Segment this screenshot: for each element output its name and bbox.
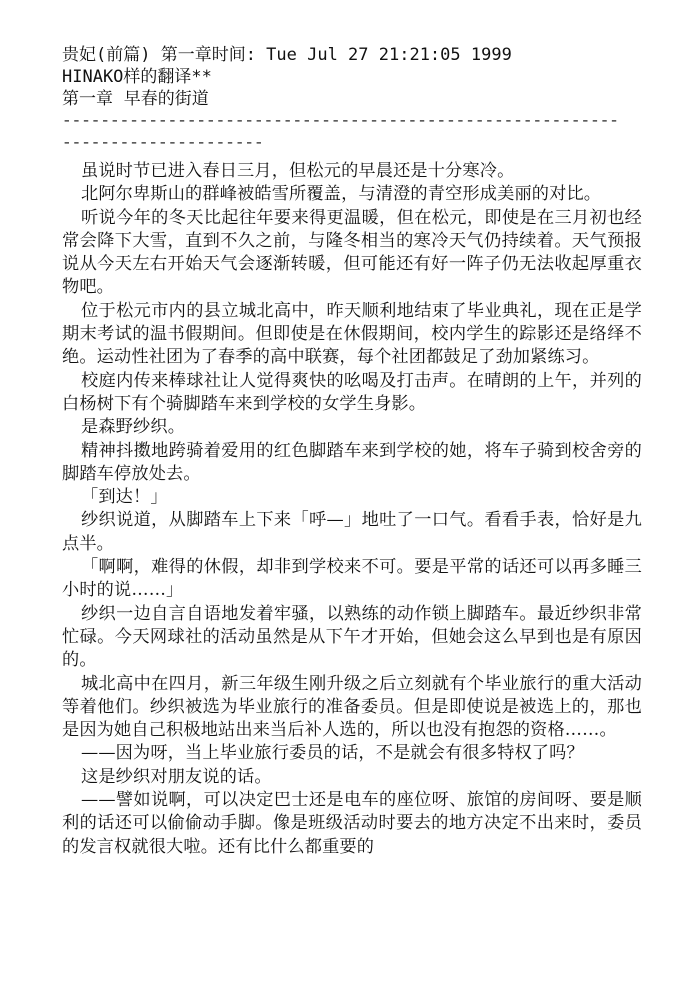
- paragraph: 校庭内传来棒球社让人觉得爽快的吆喝及打击声。在晴朗的上午，并列的白杨树下有个骑脚踏车来到学校的女学生身影。: [62, 370, 642, 414]
- title-line: 贵妃(前篇) 第一章时间: Tue Jul 27 21:21:05 1999: [62, 45, 512, 65]
- paragraph: 精神抖擞地跨骑着爱用的红色脚踏车来到学校的她，将车子骑到校舍旁的脚踏车停放处去。: [62, 440, 642, 484]
- paragraph: 虽说时节已进入春日三月，但松元的早晨还是十分寒冷。: [81, 161, 515, 181]
- paragraph: 纱织说道，从脚踏车上下来「呼—」地吐了一口气。看看手表，恰好是九点半。: [62, 510, 642, 554]
- paragraph: 「啊啊，难得的休假，却非到学校来不可。要是平常的话还可以再多睡三小时的说……」: [62, 557, 642, 601]
- chapter-body: [62, 160, 642, 859]
- separator-rule-continued: ---------------------: [62, 134, 264, 152]
- chapter-heading: 第一章 早春的街道: [62, 89, 209, 109]
- paragraph: 纱织一边自言自语地发着牢骚，以熟练的动作锁上脚踏车。最近纱织非常忙碌。今天网球社的活动虽然是从下午才开始，但她会这么早到也是有原因的。: [62, 603, 642, 671]
- paragraph: 北阿尔卑斯山的群峰被皓雪所覆盖，与清澄的青空形成美丽的对比。: [81, 184, 602, 205]
- paragraph: 城北高中在四月，新三年级生刚升级之后立刻就有个毕业旅行的重大活动等着他们。纱织被选为毕业旅行的准备委员。但是即使说是被选上的，那也是因为她自己积极地站出来当后补人选的，所以也没有抱怨的资格……。: [62, 673, 642, 741]
- paragraph: 「到达！」: [81, 487, 168, 508]
- paragraph: 位于松元市内的县立城北高中，昨天顺利地结束了毕业典礼，现在正是学期末考试的温书假期间。但即使是在休假期间，校内学生的踪影还是络绎不绝。运动性社团为了春季的高中联赛，每个社团都鼓足了劲加紧练习。: [62, 300, 642, 368]
- separator-rule: ----------------------------------------------------------: [62, 112, 619, 130]
- paragraph: 是森野纱织。: [81, 417, 186, 438]
- paragraph: 这是纱织对朋友说的话。: [81, 766, 272, 787]
- paragraph: ——譬如说啊，可以决定巴士还是电车的座位呀、旅馆的房间呀、要是顺利的话还可以偷偷动手脚。像是班级活动时要去的地方决定不出来时，委员的发言权就很大啦。还有比什么都重要的: [62, 790, 642, 857]
- translator-line: HINAKO样的翻译**: [62, 67, 212, 87]
- paragraph: ——因为呀，当上毕业旅行委员的话，不是就会有很多特权了吗？: [81, 743, 584, 764]
- document-page: [62, 44, 642, 859]
- paragraph: 听说今年的冬天比起往年要来得更温暖，但在松元，即使是在三月初也经常会降下大雪，直到不久之前，与隆冬相当的寒冷天气仍持续着。天气预报说从今天左右开始天气会逐渐转暖，但可能还有好一阵子仍无法收起厚重衣物吧。: [62, 207, 642, 298]
